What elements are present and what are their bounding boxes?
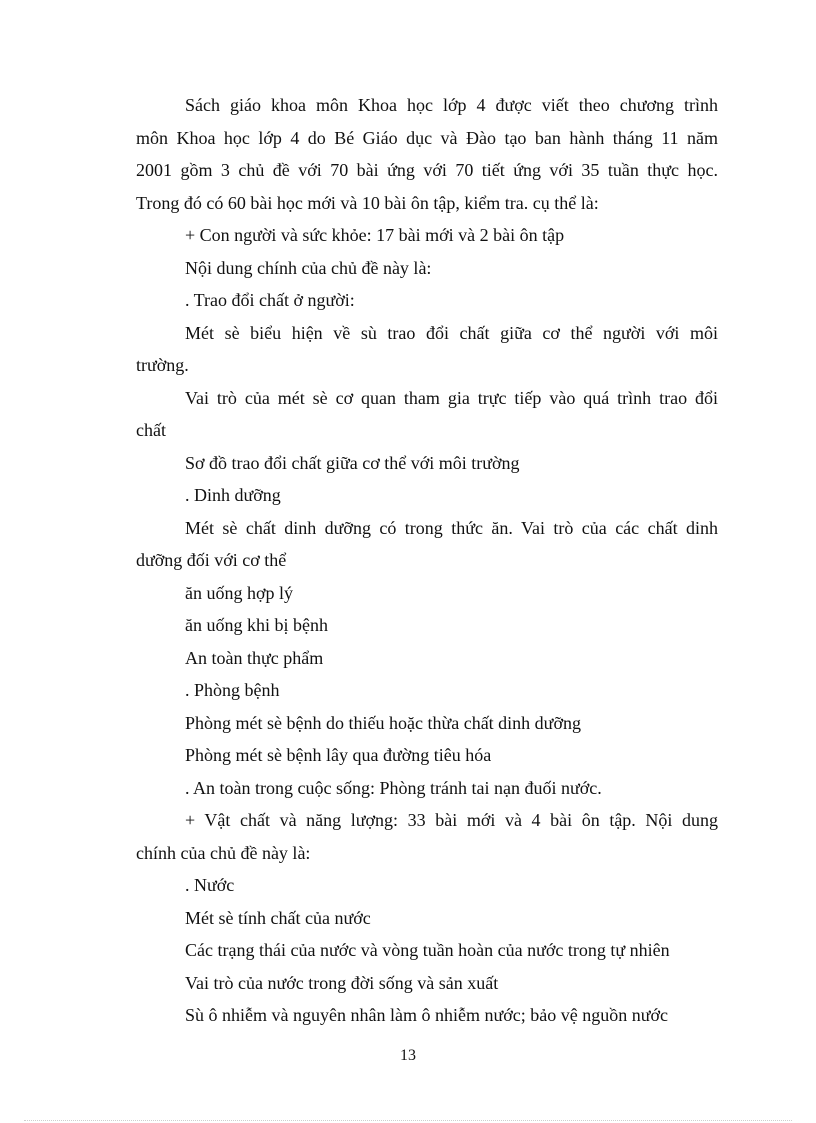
text-line: Mét sè chất dinh dưỡng có trong thức ăn. Vai trò của các chất dinh [185,517,718,538]
text-line: . Dinh dưỡng [185,485,281,505]
text-line: An toàn thực phẩm [185,647,324,668]
text-line: Phòng mét sè bệnh lây qua đường tiêu hóa [185,745,492,765]
text-line: . An toàn trong cuộc sống: Phòng tránh tai nạn đuối nước. [185,777,602,798]
text-line: Phòng mét sè bệnh do thiếu hoặc thừa chất dinh dưỡng [185,712,581,733]
text-line: chất [136,420,166,440]
text-line: dưỡng đối với cơ thể [136,550,287,570]
text-line: Vai trò của mét sè cơ quan tham gia trực tiếp vào quá trình trao đổi [185,387,718,408]
text-line: chính của chủ đề này là: [136,842,311,863]
text-line: . Phòng bệnh [185,680,280,700]
text-line: ăn uống khi bị bệnh [185,615,328,635]
text-line: Vai trò của nước trong đời sống và sản xuất [185,972,499,993]
text-line: Trong đó có 60 bài học mới và 10 bài ôn tập, kiểm tra. cụ thể là: [136,192,599,213]
text-line: Mét sè tính chất của nước [185,907,371,928]
text-line: Sách giáo khoa môn Khoa học lớp 4 được viết theo chương trình [185,95,718,115]
text-line: + Con người và sức khỏe: 17 bài mới và 2 bài ôn tập [185,225,565,245]
text-line: Sù ô nhiễm và nguyên nhân làm ô nhiễm nước; bảo vệ nguồn nước [185,1005,668,1025]
text-line: Sơ đồ trao đổi chất giữa cơ thể với môi trường [185,452,520,473]
text-line: môn Khoa học lớp 4 do Bé Giáo dục và Đào tạo ban hành tháng 11 năm [136,127,718,148]
text-line: Mét sè biểu hiện về sù trao đổi chất giữa cơ thể người với môi [185,322,718,343]
text-line: + Vật chất và năng lượng: 33 bài mới và 4 bài ôn tập. Nội dung [185,810,718,830]
text-line: 2001 gồm 3 chủ đề với 70 bài ứng với 70 tiết ứng với 35 tuần thực học. [136,160,718,180]
text-line: . Nước [185,875,235,895]
body-text [136,89,718,1032]
page-number: 13 [400,1047,416,1064]
text-line: ăn uống hợp lý [185,582,294,603]
text-line: trường. [136,355,189,375]
text-line: Nội dung chính của chủ đề này là: [185,257,432,278]
text-line: . Trao đổi chất ở người: [185,290,355,310]
text-line: Các trạng thái của nước và vòng tuần hoàn của nước trong tự nhiên [185,940,670,960]
footer-divider [24,1120,792,1121]
